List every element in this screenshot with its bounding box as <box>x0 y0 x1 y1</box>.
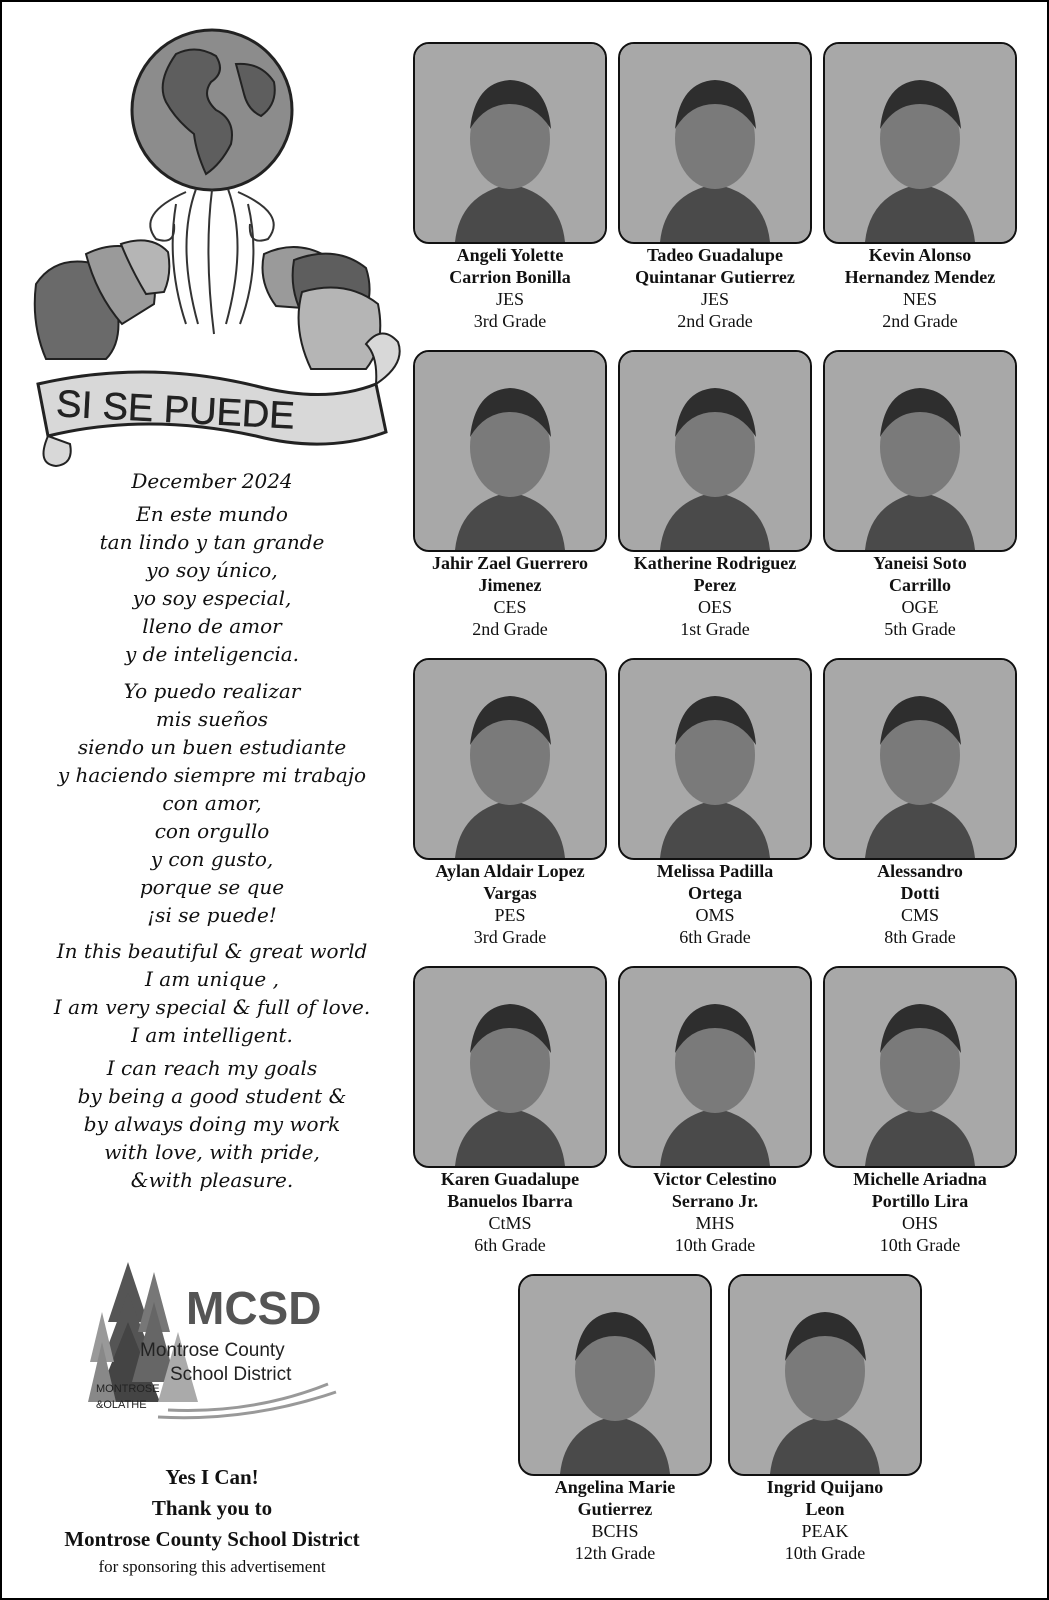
student-photo <box>618 350 812 552</box>
mcsd-line2: School District <box>170 1364 292 1385</box>
student-name: Banuelos Ibarra <box>447 1191 573 1211</box>
student-name: Ortega <box>688 883 742 903</box>
student-school: CMS <box>900 905 940 925</box>
poem-line: con amor, <box>162 791 262 815</box>
student-school: CtMS <box>488 1213 532 1233</box>
student-name: Perez <box>693 575 737 595</box>
poem-line: I am intelligent. <box>131 1023 293 1047</box>
person-silhouette-icon <box>825 968 1015 1166</box>
student-name: Alessandro <box>877 861 963 881</box>
student-name: Leon <box>805 1499 845 1519</box>
student-photo <box>823 350 1017 552</box>
student-photo <box>618 658 812 860</box>
student-photo <box>413 42 607 244</box>
poem-line: lleno de amor <box>142 614 282 638</box>
student-name: Dotti <box>900 883 940 903</box>
banner-text: SI SE PUEDE <box>55 383 296 438</box>
poem-line: Yo puedo realizar <box>123 679 301 703</box>
mcsd-line1: Montrose County <box>140 1340 285 1361</box>
student-card <box>820 658 1020 948</box>
student-card <box>410 42 610 332</box>
student-card <box>615 350 815 640</box>
person-silhouette-icon <box>825 660 1015 858</box>
poem-stanza-4 <box>42 1054 382 1194</box>
mcsd-abbr: MCSD <box>186 1282 322 1334</box>
student-grade: 2nd Grade <box>677 311 753 331</box>
student-photo <box>413 350 607 552</box>
mcsd-left2: &OLATHE <box>96 1399 147 1411</box>
person-silhouette-icon <box>620 968 810 1166</box>
student-grade: 3rd Grade <box>473 311 547 331</box>
student-school: OMS <box>695 905 735 925</box>
student-name: Karen Guadalupe <box>440 1169 580 1189</box>
student-photo <box>823 42 1017 244</box>
student-name: Jahir Zael Guerrero <box>432 553 588 573</box>
student-photo <box>413 658 607 860</box>
student-name: Carrion Bonilla <box>449 267 571 287</box>
student-card <box>820 42 1020 332</box>
poem-line: tan lindo y tan grande <box>99 530 325 554</box>
student-grade: 5th Grade <box>884 619 956 639</box>
poem-line: ¡si se puede! <box>147 903 277 927</box>
student-name: Michelle Ariadna <box>853 1169 987 1189</box>
student-name: Ingrid Quijano <box>766 1477 884 1497</box>
student-grade: 6th Grade <box>679 927 751 947</box>
student-school: BCHS <box>591 1521 639 1541</box>
student-name: Serrano Jr. <box>671 1191 759 1211</box>
poem-line: yo soy único, <box>146 558 278 582</box>
poem-line: In this beautiful & great world <box>56 939 368 963</box>
student-photo <box>618 42 812 244</box>
student-name: Aylan Aldair Lopez <box>435 861 585 881</box>
faces-right-icon <box>263 247 381 369</box>
thanks-line2: Thank you to <box>151 1496 273 1520</box>
student-school: CES <box>493 597 527 617</box>
person-silhouette-icon <box>825 44 1015 242</box>
student-card <box>615 966 815 1256</box>
student-name: Hernandez Mendez <box>844 267 996 287</box>
student-grade: 2nd Grade <box>472 619 548 639</box>
student-card <box>820 966 1020 1256</box>
mcsd-logo <box>88 1252 348 1432</box>
student-name: Katherine Rodriguez <box>633 553 797 573</box>
student-grade: 10th Grade <box>784 1543 866 1563</box>
si-se-puede-logo <box>26 24 410 474</box>
student-grade: 12th Grade <box>574 1543 656 1563</box>
mcsd-left1: MONTROSE <box>96 1383 160 1395</box>
student-grade: 1st Grade <box>680 619 750 639</box>
person-silhouette-icon <box>620 352 810 550</box>
person-silhouette-icon <box>620 44 810 242</box>
poem-line: mis sueños <box>155 707 269 731</box>
poem-line: con orgullo <box>154 819 270 843</box>
thanks-line4: for sponsoring this advertisement <box>98 1557 326 1576</box>
student-grade: 3rd Grade <box>473 927 547 947</box>
person-silhouette-icon <box>415 968 605 1166</box>
student-card <box>515 1274 715 1564</box>
student-photo <box>413 966 607 1168</box>
poem-line: &with pleasure. <box>130 1168 294 1192</box>
student-card <box>615 658 815 948</box>
student-name: Yaneisi Soto <box>873 553 967 573</box>
student-name: Jimenez <box>478 575 542 595</box>
student-photo <box>823 966 1017 1168</box>
person-silhouette-icon <box>415 44 605 242</box>
student-photo <box>618 966 812 1168</box>
student-grade: 6th Grade <box>474 1235 546 1255</box>
poem-line: I am very special & full of love. <box>53 995 371 1019</box>
thanks-line1: Yes I Can! <box>165 1465 259 1489</box>
student-school: OES <box>697 597 732 617</box>
student-school: OHS <box>901 1213 938 1233</box>
poem-line: I am unique , <box>145 967 279 991</box>
student-card <box>725 1274 925 1564</box>
thanks-block <box>12 1462 412 1579</box>
student-grade: 10th Grade <box>879 1235 961 1255</box>
student-name: Angeli Yolette <box>456 245 564 265</box>
person-silhouette-icon <box>825 352 1015 550</box>
student-card <box>410 966 610 1256</box>
student-photo <box>518 1274 712 1476</box>
student-card <box>410 350 610 640</box>
student-name: Tadeo Guadalupe <box>647 245 783 265</box>
student-school: NES <box>902 289 937 309</box>
student-photo <box>823 658 1017 860</box>
student-photo <box>728 1274 922 1476</box>
student-school: PEAK <box>801 1521 849 1541</box>
student-school: MHS <box>695 1213 735 1233</box>
student-card <box>820 350 1020 640</box>
poem-line: y de inteligencia. <box>125 642 299 666</box>
poem-line: by being a good student & <box>77 1084 347 1108</box>
poem-stanza-3 <box>42 937 382 1049</box>
student-name: Angelina Marie <box>554 1477 676 1497</box>
student-name: Vargas <box>483 883 537 903</box>
person-silhouette-icon <box>415 660 605 858</box>
student-grade: 10th Grade <box>674 1235 756 1255</box>
poem-line: by always doing my work <box>83 1112 341 1136</box>
faces-left-icon <box>35 240 170 359</box>
person-silhouette-icon <box>620 660 810 858</box>
thanks-line3: Montrose County School District <box>64 1527 360 1551</box>
poem-stanza-2 <box>42 677 382 929</box>
student-grade: 2nd Grade <box>882 311 958 331</box>
globe-icon <box>132 30 292 190</box>
student-name: Portillo Lira <box>871 1191 969 1211</box>
person-silhouette-icon <box>520 1276 710 1474</box>
student-name: Victor Celestino <box>653 1169 777 1189</box>
poem-line: y haciendo siempre mi trabajo <box>57 763 367 787</box>
poem-line: y con gusto, <box>150 847 274 871</box>
student-name: Melissa Padilla <box>656 861 774 881</box>
poem-line: siendo un buen estudiante <box>77 735 347 759</box>
student-card <box>615 42 815 332</box>
student-name: Quintanar Gutierrez <box>635 267 795 287</box>
person-silhouette-icon <box>730 1276 920 1474</box>
poem-line: yo soy especial, <box>132 586 292 610</box>
student-school: OGE <box>901 597 939 617</box>
student-name: Carrillo <box>889 575 951 595</box>
poem-line: I can reach my goals <box>106 1056 318 1080</box>
person-silhouette-icon <box>415 352 605 550</box>
poem-stanza-1 <box>42 500 382 668</box>
student-school: PES <box>494 905 526 925</box>
poem-line: En este mundo <box>136 502 288 526</box>
student-name: Kevin Alonso <box>868 245 972 265</box>
date-line: December 2024 <box>131 469 293 493</box>
student-school: JES <box>495 289 524 309</box>
student-card <box>410 658 610 948</box>
student-school: JES <box>700 289 729 309</box>
poem-line: porque se que <box>139 875 285 899</box>
student-name: Gutierrez <box>577 1499 653 1519</box>
poem-line: with love, with pride, <box>104 1140 320 1164</box>
student-grade: 8th Grade <box>884 927 956 947</box>
pine-trees-icon <box>88 1262 176 1402</box>
